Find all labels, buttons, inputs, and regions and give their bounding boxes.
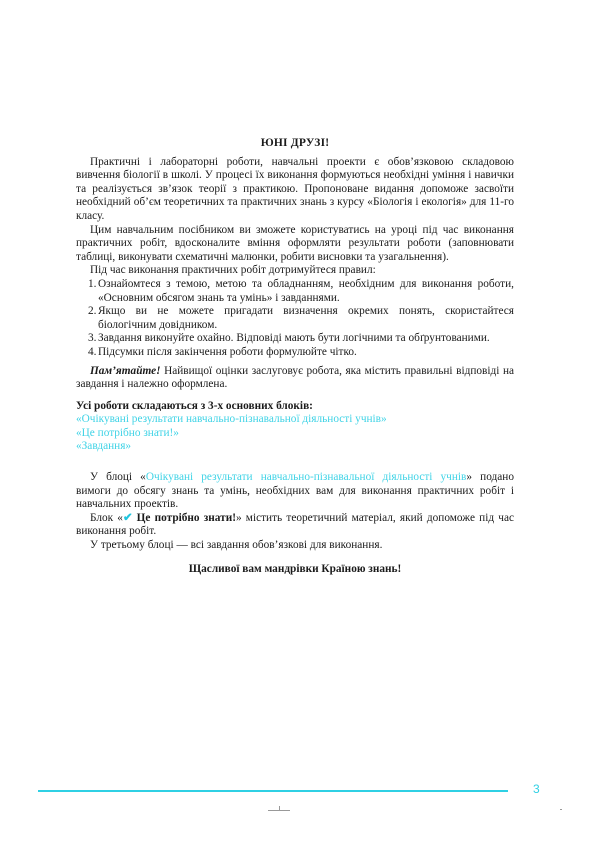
crop-mark-tick — [279, 806, 280, 811]
block3-explanation: У третьому блоці — всі завдання обов’язкові для виконання. — [90, 539, 383, 552]
block-name-know: «Це потрібно знати!» — [76, 426, 179, 439]
footer-divider — [38, 790, 508, 792]
rules-lead: Під час виконання практичних робіт дотримуйтеся правил: — [90, 264, 376, 277]
block2-name: Це потрібно знати! — [132, 511, 236, 524]
remember-label: Пам’ятайте! — [90, 364, 161, 377]
page-number: 3 — [533, 782, 540, 796]
list-text: Підсумки після закінчення роботи формулюйте чітко. — [98, 345, 357, 358]
closing-wish: Щасливої вам мандрівки Країною знань! — [188, 562, 402, 575]
list-item — [76, 332, 514, 346]
text-fragment: Блок « — [90, 511, 123, 524]
block-name-tasks: «Завдання» — [76, 440, 132, 453]
remember-paragraph — [76, 365, 514, 392]
text-fragment: У блоці « — [90, 471, 146, 484]
rules-list — [76, 278, 514, 360]
block1-name: Очікувані результати навчально-пізнавальної діяльності учнів — [145, 471, 467, 484]
remember-text: Найвищої оцінки заслуговує робота, яка містить правильні відповіді на завдання і належно оформлена. — [76, 364, 514, 391]
list-number: 1. — [88, 277, 97, 290]
usage-paragraph: Цим навчальним посібником ви зможете користуватись на уроці під час виконання практичних робіт, вдосконалите вміння оформляти результати роботи (заповнювати таблиці, виконувати схематичні малюнки, робити висновки та узагальнення). — [76, 223, 514, 263]
intro-paragraph: Практичні і лабораторні роботи, навчальні проекти є обов’язковою складовою вивчення біології в школі. У процесі їх виконання формуються необхідні уміння і навички та реалізується зв’язок теорії з практикою. Пропоноване видання допоможе засвоїти необхідний об’єм теоретичних та практичних знань з курсу «Біологія і екологія» для 11-го класу. — [76, 155, 514, 222]
blocks-section — [76, 400, 514, 454]
block1-explanation — [76, 471, 514, 512]
list-text: Якщо ви не можете пригадати визначення окремих понять, скористайтеся біологічним довідником. — [98, 305, 514, 331]
checkmark-icon: ✔ — [122, 511, 133, 524]
block2-explanation — [76, 512, 514, 539]
corner-mark — [560, 809, 562, 810]
list-number: 3. — [88, 332, 97, 345]
list-item — [76, 305, 514, 332]
text-fragment: » містить теоретичний матеріал, який допоможе під час виконання робіт. — [76, 511, 514, 538]
list-number: 4. — [88, 345, 97, 358]
page-title: ЮНІ ДРУЗІ! — [260, 137, 330, 149]
list-number: 2. — [88, 305, 97, 318]
list-text: Завдання виконуйте охайно. Відповіді мають бути логічними та обґрунтованими. — [98, 332, 490, 345]
text-fragment: » подано вимоги до обсягу знань та умінь, необхідних вам для виконання практичних робіт і навчальних проектів. — [76, 471, 514, 511]
page-content — [76, 137, 514, 576]
list-item — [76, 346, 514, 360]
list-text: Ознайомтеся з темою, метою та обладнанням, необхідним для виконання роботи, «Основним обсягом знань та умінь» і завданнями. — [98, 277, 514, 304]
blocks-lead: Усі роботи складаються з 3-х основних блоків: — [76, 399, 313, 412]
list-item — [76, 278, 514, 305]
block-name-expected: «Очікувані результати навчально-пізнавальної діяльності учнів» — [76, 413, 387, 426]
